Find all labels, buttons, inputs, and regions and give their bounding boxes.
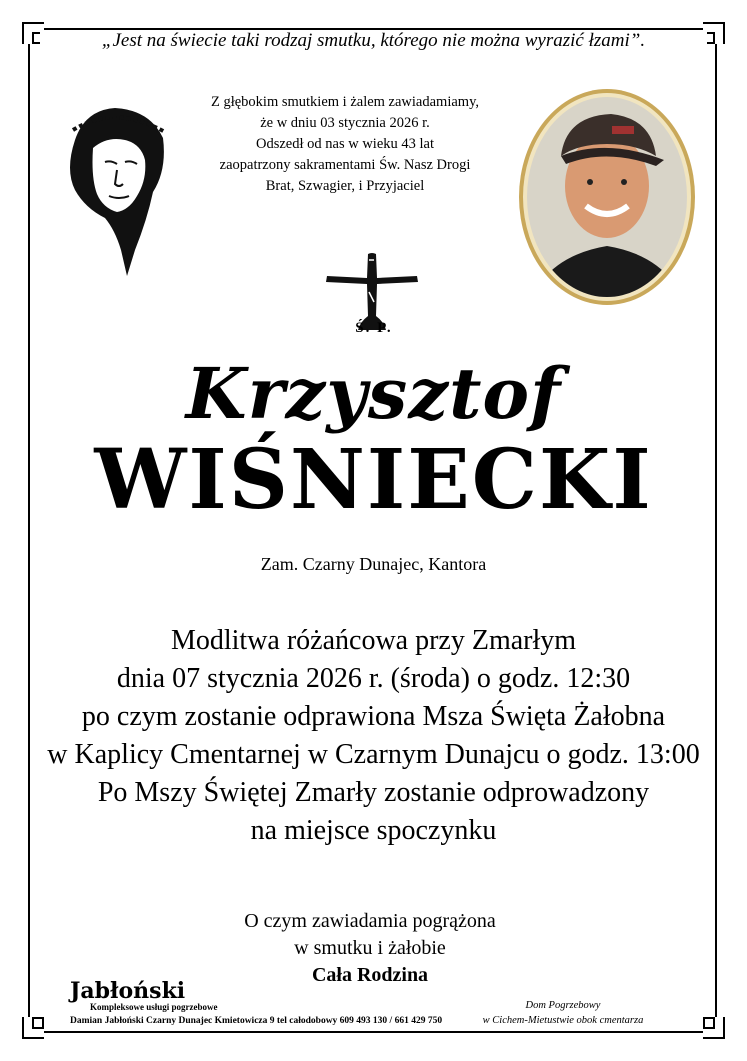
- family-line: O czym zawiadamia pogrążona: [244, 910, 496, 932]
- funeral-company-logo: [70, 980, 218, 1012]
- intro-line: Z głębokim smutkiem i żalem zawiadamiamy,: [210, 94, 480, 110]
- ceremony-line: Po Mszy Świętej Zmarły zostanie odprowadzony: [97, 777, 650, 808]
- brand-subtitle: Kompleksowe usługi pogrzebowe: [90, 1002, 218, 1012]
- brand-name: Jabłoński: [70, 978, 186, 1004]
- intro-line: że w dniu 03 stycznia 2026 r.: [260, 115, 430, 131]
- intro-line: Brat, Szwagier, i Przyjaciel: [265, 178, 425, 194]
- jesus-portrait-icon: [55, 100, 175, 280]
- surname: WIŚNIECKI: [94, 432, 653, 528]
- funeral-home-line: Dom Pogrzebowy: [525, 1000, 601, 1011]
- family-notice: [210, 908, 530, 989]
- ceremony-line: na miejsce spoczynku: [250, 815, 497, 846]
- ceremony-line: dnia 07 stycznia 2026 r. (środa) o godz. 12:30: [116, 663, 631, 694]
- funeral-home: [458, 998, 668, 1028]
- ceremony-line: po czym zostanie odprawiona Msza Święta Żałobna: [81, 701, 666, 732]
- intro-line: zaopatrzony sakramentami Św. Nasz Drogi: [219, 157, 471, 173]
- first-name: Krzysztof: [185, 352, 562, 435]
- intro-line: Odszedł od nas w wieku 43 lat: [256, 136, 434, 152]
- ceremony-line: w Kaplicy Cmentarnej w Czarnym Dunajcu o godz. 13:00: [47, 739, 700, 770]
- brand-contact: Damian Jabłoński Czarny Dunajec Kmietowicza 9 tel całodobowy 609 493 130 / 661 429 750: [70, 1016, 443, 1026]
- corner-ornament: [32, 1017, 44, 1029]
- funeral-home-line: w Cichem-Mietustwie obok cmentarza: [482, 1015, 644, 1026]
- family-line: w smutku i żałobie: [294, 937, 446, 959]
- family-signature: Cała Rodzina: [311, 964, 429, 986]
- residence-address: Zam. Czarny Dunajec, Kantora: [260, 554, 487, 574]
- corner-ornament: [703, 1017, 715, 1029]
- deceased-portrait: [516, 86, 698, 308]
- cross-label: Ś. P.: [355, 320, 393, 336]
- ceremony-details: [40, 622, 707, 850]
- death-announcement: [190, 92, 500, 197]
- memorial-quote: „Jest na świecie taki rodzaj smutku, którego nie można wyrazić łzami”.: [40, 30, 707, 52]
- ceremony-line: Modlitwa różańcowa przy Zmarłym: [170, 625, 577, 656]
